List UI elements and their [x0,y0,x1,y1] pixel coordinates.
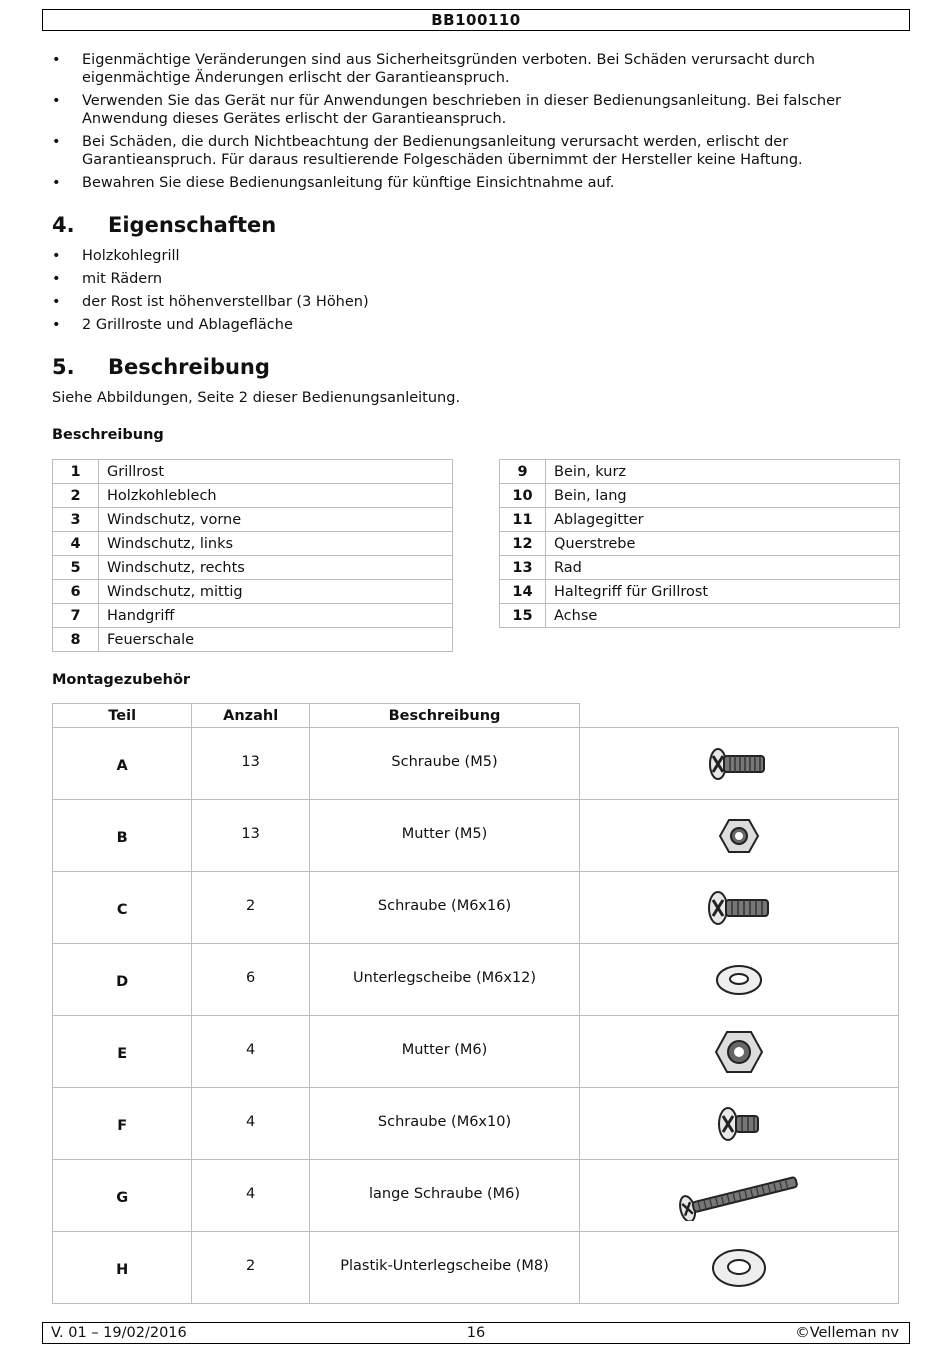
features-list [52,247,902,339]
section-4-heading: 4. Eigenschaften [52,213,277,237]
parts-table-left [52,459,453,652]
table-row: 5 Windschutz, rechts [53,556,453,580]
list-item: • Eigenmächtige Veränderungen sind aus Sicherheitsgründen verboten. Bei Schäden verursacht durch eigenmächtige Änderungen erlischt der Garantieanspruch. [52,52,815,86]
table-row: B 13 Mutter (M5) [53,800,899,872]
table-row: H 2 Plastik-Unterlegscheibe (M8) [53,1232,899,1304]
accessories-table [52,703,899,1304]
column-header-anzahl: Anzahl [192,704,310,728]
table-row: 8 Feuerschale [53,628,453,652]
table-row: 14 Haltegriff für Grillrost [500,580,900,604]
table-row: 11 Ablagegitter [500,508,900,532]
page-header [42,9,910,31]
washer-icon [709,1246,769,1290]
intro-bullet-list [52,51,902,197]
washer-icon [714,962,764,998]
table-row: 10 Bein, lang [500,484,900,508]
accessories-subheading: Montagezubehör [52,672,191,688]
list-item: • der Rost ist höhenverstellbar (3 Höhen) [52,294,369,310]
table-row: A 13 Schraube (M5) [53,728,899,800]
nut-icon [717,816,761,856]
long-screw-icon [674,1171,804,1221]
description-subheading: Beschreibung [52,427,164,443]
column-header-empty [580,704,899,728]
nut-icon [713,1027,765,1077]
table-row: 15 Achse [500,604,900,628]
table-row: 6 Windschutz, mittig [53,580,453,604]
section-5-intro: Siehe Abbildungen, Seite 2 dieser Bedienungsanleitung. [52,390,461,406]
parts-table-right [499,459,900,628]
table-row: 1 Grillrost [53,460,453,484]
column-header-teil: Teil [53,704,192,728]
table-row: F 4 Schraube (M6x10) [53,1088,899,1160]
page-number: 16 [466,1325,486,1341]
table-row: 9 Bein, kurz [500,460,900,484]
table-row: 3 Windschutz, vorne [53,508,453,532]
screw-icon [704,888,774,928]
screw-icon [704,744,774,784]
list-item: • mit Rädern [52,271,163,287]
table-row: 2 Holzkohleblech [53,484,453,508]
column-header-beschreibung: Beschreibung [309,704,579,728]
table-row: D 6 Unterlegscheibe (M6x12) [53,944,899,1016]
list-item: • Verwenden Sie das Gerät nur für Anwendungen beschrieben in dieser Bedienungsanleitung. Bei falscher Anwendung dieses Gerätes erlischt der Garantieanspruch. [52,93,842,127]
screw-icon [714,1104,764,1144]
table-header-row [53,704,899,728]
page-footer [42,1322,910,1344]
list-item: • 2 Grillroste und Ablagefläche [52,317,293,333]
version-date: V. 01 – 19/02/2016 [51,1325,187,1341]
model-number: BB100110 [431,11,521,29]
list-item: • Bei Schäden, die durch Nichtbeachtung der Bedienungsanleitung verursacht werden, erlischt der Garantieanspruch. Für daraus resultierende Folgeschäden übernimmt der Hersteller keine Haftung. [52,134,803,168]
table-row: 12 Querstrebe [500,532,900,556]
section-5-heading: 5. Beschreibung [52,355,270,379]
table-row: G 4 lange Schraube (M6) [53,1160,899,1232]
table-row: 13 Rad [500,556,900,580]
list-item: • Holzkohlegrill [52,248,180,264]
list-item: • Bewahren Sie diese Bedienungsanleitung für künftige Einsichtnahme auf. [52,175,615,191]
table-row: E 4 Mutter (M6) [53,1016,899,1088]
copyright: ©Velleman nv [795,1325,899,1341]
table-row: 7 Handgriff [53,604,453,628]
table-row: 4 Windschutz, links [53,532,453,556]
table-row: C 2 Schraube (M6x16) [53,872,899,944]
